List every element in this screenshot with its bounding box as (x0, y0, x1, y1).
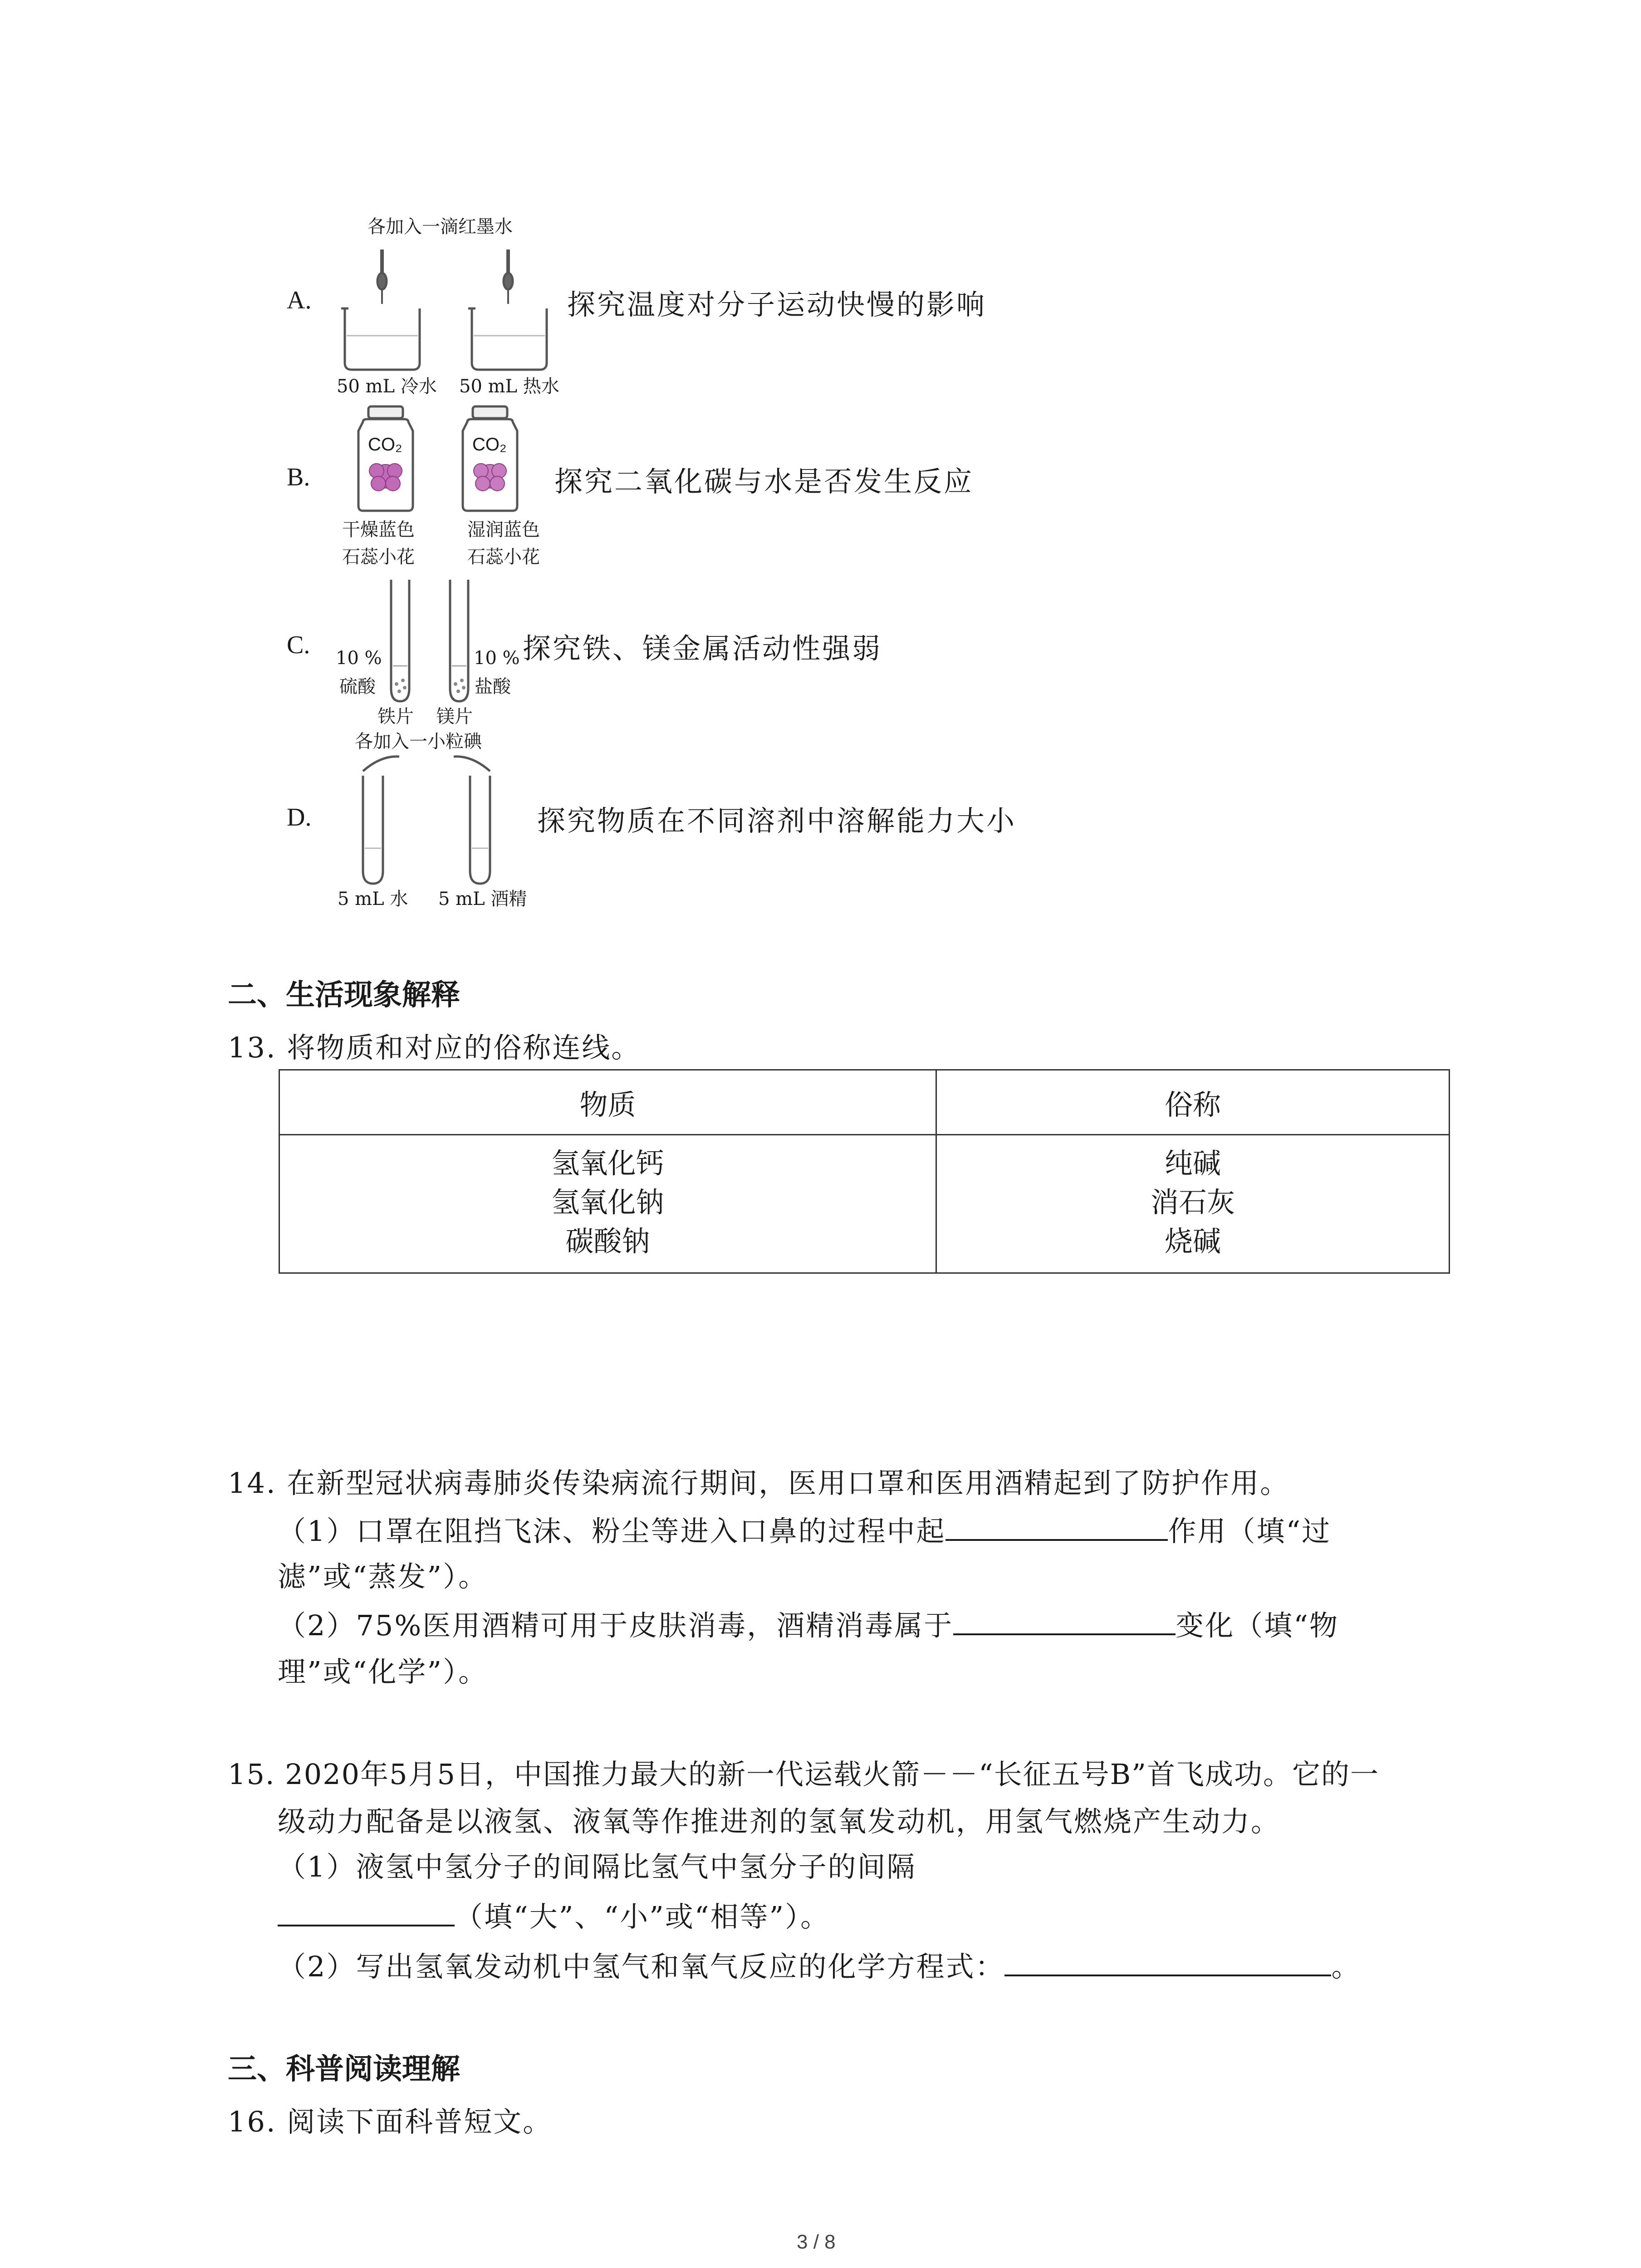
q13-table (279, 1069, 1450, 1274)
option-d-left-label: 5 mL 水 (338, 889, 408, 909)
option-c-metal2: 镁片 (436, 706, 473, 727)
q14-part2 (278, 1603, 1339, 1643)
option-a-left-label: 50 mL 冷水 (337, 376, 437, 397)
option-c-left-acid: 硫酸 (339, 676, 376, 697)
option-a-text: 探究温度对分子运动快慢的影响 (567, 288, 987, 321)
option-b-text: 探究二氧化碳与水是否发生反应 (554, 465, 974, 498)
q13-common-name-2: 消石灰 (1150, 1186, 1235, 1219)
q14-part1-text-a: （1）口罩在阻挡飞沫、粉尘等进入口鼻的过程中起 (278, 1515, 946, 1548)
q15-part2 (278, 1944, 1361, 1984)
option-d-letter: D. (287, 803, 312, 831)
option-a-beakers-figure (318, 240, 572, 372)
q13-substance-1: 氢氧化钙 (551, 1147, 664, 1180)
q14-part2-text-b: 变化（填“物 (1176, 1609, 1339, 1642)
q13-common-name-3: 烧碱 (1164, 1225, 1221, 1258)
option-c-metal1: 铁片 (377, 706, 414, 727)
q14-part1-text-b: 作用（填“过 (1168, 1515, 1332, 1548)
q15-part2-text-a: （2）写出氢氧发动机中氢气和氧气反应的化学方程式： (278, 1950, 1005, 1983)
q14-blank-2[interactable] (953, 1608, 1176, 1635)
option-a-top-label: 各加入一滴红墨水 (367, 216, 513, 237)
q14-blank-1[interactable] (945, 1514, 1168, 1541)
option-c-text: 探究铁、镁金属活动性强弱 (523, 632, 882, 665)
option-d-tubes-figure (345, 748, 508, 889)
option-d-top-label: 各加入一小粒碘 (355, 731, 482, 752)
q16-text: 16. 阅读下面科普短文。 (228, 2105, 553, 2138)
option-b-gas-right: CO₂ (472, 435, 507, 455)
option-c-letter: C. (287, 631, 310, 659)
flower-right (474, 464, 506, 491)
q14-part1 (278, 1509, 1331, 1549)
option-b-right-label1: 湿润蓝色 (467, 519, 540, 540)
option-b-left-label1: 干燥蓝色 (342, 519, 415, 540)
q13-substance-3: 碳酸钠 (565, 1225, 650, 1258)
option-b-bottles-figure (345, 404, 554, 513)
q13-substance-cell (279, 1135, 936, 1273)
q14-part1-cont: 滤”或“蒸发”）。 (278, 1560, 488, 1593)
q13-substance-2: 氢氧化钠 (551, 1186, 664, 1219)
option-c-left-conc: 10 % (336, 648, 382, 669)
page-number: 3 / 8 (797, 2231, 836, 2253)
option-b-gas-left: CO₂ (368, 435, 402, 455)
option-d-right-label: 5 mL 酒精 (438, 889, 527, 909)
q15-part1-answer (278, 1894, 830, 1935)
q13-header-common-name: 俗称 (936, 1070, 1450, 1135)
option-d-text: 探究物质在不同溶剂中溶解能力大小 (537, 804, 1017, 837)
option-c-right-acid: 盐酸 (475, 676, 511, 697)
q15-blank-2[interactable] (1004, 1949, 1331, 1976)
option-b-letter: B. (287, 463, 310, 491)
q13-common-name-1: 纯碱 (1164, 1147, 1221, 1180)
q13-text: 13. 将物质和对应的俗称连线。 (228, 1031, 641, 1064)
option-c-right-conc: 10 % (474, 648, 520, 669)
q15-stem-line1: 15. 2020年5月5日，中国推力最大的新一代运载火箭－－“长征五号B”首飞成功。它的一 (228, 1758, 1379, 1791)
q15-stem-line2: 级动力配备是以液氢、液氧等作推进剂的氢氧发动机，用氢气燃烧产生动力。 (278, 1805, 1281, 1838)
option-c-tubes-figure (381, 575, 485, 707)
q15-part1-text-b: （填“大”、“小”或“相等”）。 (455, 1900, 830, 1933)
option-a-letter: A. (287, 286, 312, 314)
q15-part2-text-b: 。 (1331, 1950, 1361, 1983)
option-a-right-label: 50 mL 热水 (459, 376, 559, 397)
q13-common-name-cell (936, 1135, 1450, 1273)
section-3-title: 三、科普阅读理解 (228, 2052, 460, 2086)
q15-blank-1[interactable] (278, 1899, 455, 1926)
q15-part1-text: （1）液氢中氢分子的间隔比氢气中氢分子的间隔 (278, 1850, 916, 1883)
q13-header-substance: 物质 (279, 1070, 936, 1135)
section-2-title: 二、生活现象解释 (228, 978, 460, 1012)
option-b-right-label2: 石蕊小花 (467, 547, 540, 567)
flower-left (369, 464, 402, 491)
q14-part2-text-a: （2）75%医用酒精可用于皮肤消毒，酒精消毒属于 (278, 1609, 954, 1642)
q14-stem: 14. 在新型冠状病毒肺炎传染病流行期间，医用口罩和医用酒精起到了防护作用。 (228, 1466, 1290, 1500)
q14-part2-cont: 理”或“化学”）。 (278, 1655, 488, 1688)
option-b-left-label2: 石蕊小花 (342, 547, 415, 567)
